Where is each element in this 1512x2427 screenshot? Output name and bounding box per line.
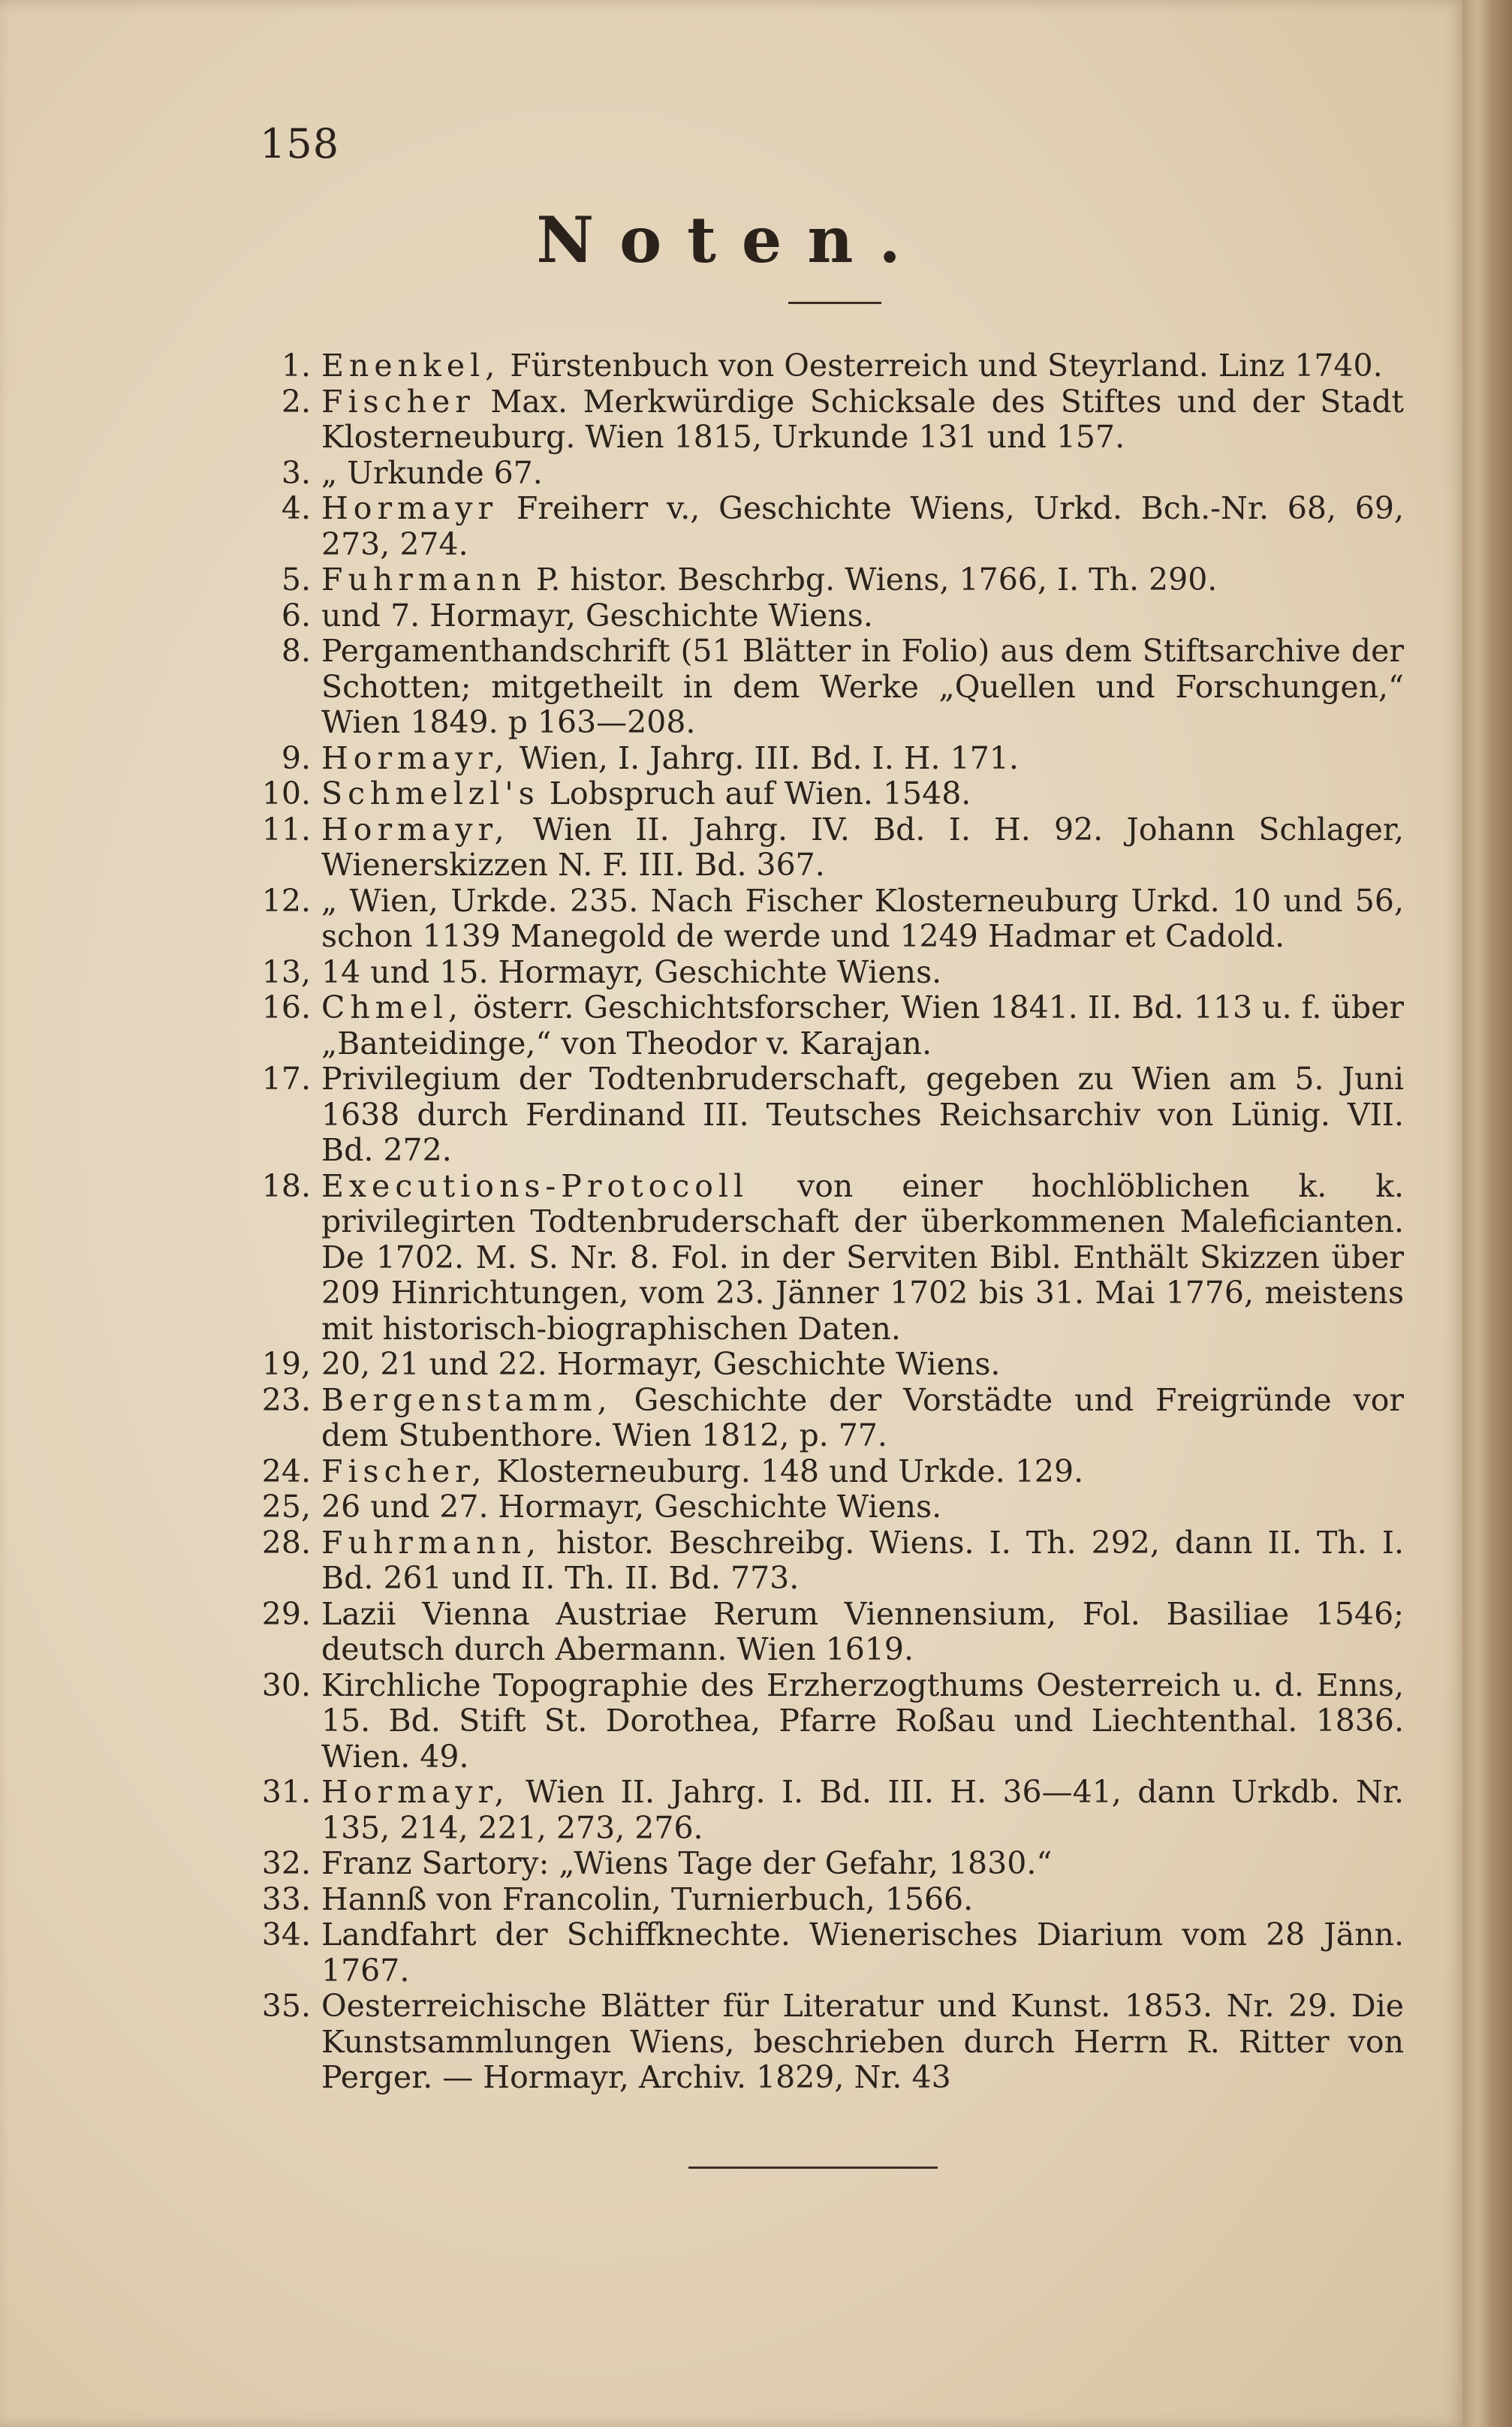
- note-body: Oesterreichische Blätter für Literatur und Kunst. 1853. Nr. 29. Die Kunstsammlungen Wiens, beschrieben durch Herrn R. Ritter von Perger. — Hormayr, Archiv. 1829, Nr. 43: [321, 1988, 1404, 2095]
- note-item: [248, 1169, 1404, 1347]
- note-body: von einer hochlöblichen k. k. privilegirten Todtenbruderschaft der überkommenen Maleficianten. De 1702. M. S. Nr. 8. Fol. in der Serviten Bibl. Enthält Skizzen über 209 Hinrichtungen, vom 23. Jänner 1702 bis 31. Mai 1776, meistens mit historisch-biographischen Daten.: [321, 1167, 1404, 1347]
- note-number: 1.: [281, 348, 311, 384]
- note-number: 34.: [261, 1917, 311, 1953]
- note-number: 35.: [261, 1988, 311, 2024]
- note-number: 5.: [281, 562, 311, 598]
- note-number: 12.: [261, 882, 311, 919]
- note-number: 4.: [281, 490, 311, 526]
- note-body: Landfahrt der Schiffknechte. Wienerisches Diarium vom 28 Jänn. 1767.: [321, 1917, 1404, 1989]
- note-body: Wien, I. Jahrg. III. Bd. I. H. 171.: [519, 739, 1019, 776]
- note-author: Hormayr,: [321, 811, 510, 848]
- note-item: [248, 456, 1404, 492]
- note-text: [321, 1169, 1404, 1347]
- note-body: und 7. Hormayr, Geschichte Wiens.: [321, 597, 873, 634]
- note-number: 23.: [261, 1381, 311, 1418]
- note-number: 24.: [261, 1453, 311, 1489]
- note-item: [248, 634, 1404, 741]
- note-body: Privilegium der Todtenbruderschaft, gegeben zu Wien am 5. Juni 1638 durch Ferdinand III. Teutsches Reichsarchiv von Lünig. VII. Bd. 272.: [321, 1061, 1404, 1168]
- note-body: histor. Beschreibg. Wiens. I. Th. 292, dann II. Th. I. Bd. 261 und II. Th. II. Bd. 773.: [321, 1524, 1404, 1596]
- note-text: [321, 491, 1404, 562]
- note-number: 25,: [261, 1489, 311, 1525]
- note-text: [321, 812, 1404, 884]
- note-number: 3.: [281, 454, 311, 491]
- note-author: Hormayr: [321, 490, 498, 526]
- note-number: 30.: [261, 1667, 311, 1703]
- note-text: [321, 598, 1404, 634]
- note-number: 29.: [261, 1595, 311, 1632]
- note-body: Lazii Vienna Austriae Rerum Viennensium, Fol. Basiliae 1546; deutsch durch Abermann. Wien 1619.: [321, 1595, 1404, 1667]
- note-text: [321, 1775, 1404, 1846]
- note-author: Executions-Protocoll: [321, 1167, 749, 1204]
- note-text: [321, 384, 1404, 456]
- note-number: 13,: [261, 953, 311, 990]
- note-text: [321, 1989, 1404, 2096]
- note-body: Pergamenthandschrift (51 Blätter in Folio) aus dem Stiftsarchive der Schotten; mitgetheilt in dem Werke „Quellen und Forschungen,“ Wien 1849. p 163—208.: [321, 633, 1404, 740]
- note-item: [248, 741, 1404, 777]
- note-text: [321, 776, 1404, 812]
- note-number: 11.: [261, 811, 311, 848]
- note-body: österr. Geschichtsforscher, Wien 1841. II. Bd. 113 u. f. über „Banteidinge,“ von Theodor v. Karajan.: [321, 989, 1404, 1061]
- note-body: Hannß von Francolin, Turnierbuch, 1566.: [321, 1880, 974, 1917]
- note-item: [248, 598, 1404, 634]
- note-body: 26 und 27. Hormayr, Geschichte Wiens.: [321, 1489, 942, 1525]
- note-number: 31.: [261, 1774, 311, 1810]
- note-number: 2.: [281, 383, 311, 420]
- end-divider: [688, 2167, 938, 2169]
- note-text: [321, 1061, 1404, 1169]
- note-body: 20, 21 und 22. Hormayr, Geschichte Wiens.: [321, 1346, 1001, 1382]
- note-item: [248, 1347, 1404, 1383]
- note-text: [321, 634, 1404, 741]
- note-text: [321, 1846, 1404, 1882]
- note-item: [248, 1383, 1404, 1454]
- page-edge: [1462, 0, 1512, 2427]
- note-body: „ Urkunde 67.: [321, 454, 543, 491]
- note-body: Franz Sartory: „Wiens Tage der Gefahr, 1830.“: [321, 1845, 1053, 1881]
- note-item: [248, 1846, 1404, 1882]
- note-number: 33.: [261, 1880, 311, 1917]
- note-item: [248, 1597, 1404, 1668]
- note-author: Fischer,: [321, 1453, 487, 1489]
- note-item: [248, 776, 1404, 812]
- note-item: [248, 1454, 1404, 1490]
- note-body: Geschichte der Vorstädte und Freigründe vor dem Stubenthore. Wien 1812, p. 77.: [321, 1381, 1404, 1453]
- note-text: [321, 741, 1404, 777]
- note-body: Klosterneuburg. 148 und Urkde. 129.: [496, 1453, 1084, 1489]
- note-text: [321, 1668, 1404, 1775]
- note-item: [248, 1489, 1404, 1525]
- note-author: Chmel,: [321, 989, 464, 1025]
- note-item: [248, 562, 1404, 598]
- note-text: [321, 1525, 1404, 1597]
- note-author: Schmelzl's: [321, 775, 540, 812]
- note-author: Fischer: [321, 383, 475, 420]
- note-author: Fuhrmann,: [321, 1524, 542, 1561]
- note-item: [248, 1989, 1404, 2096]
- note-text: [321, 1383, 1404, 1454]
- note-body: Wien II. Jahrg. I. Bd. III. H. 36—41, dann Urkdb. Nr. 135, 214, 221, 273, 276.: [321, 1774, 1404, 1846]
- note-body: Fürstenbuch von Oesterreich und Steyrland. Linz 1740.: [510, 348, 1383, 384]
- note-text: [321, 562, 1404, 598]
- page-title: Noten.: [536, 203, 926, 277]
- note-number: 17.: [261, 1061, 311, 1097]
- note-number: 18.: [261, 1167, 311, 1204]
- note-number: 8.: [281, 633, 311, 669]
- note-number: 32.: [261, 1845, 311, 1881]
- note-author: Bergenstamm,: [321, 1381, 613, 1418]
- note-number: 28.: [261, 1524, 311, 1561]
- note-body: Kirchliche Topographie des Erzherzogthums Oesterreich u. d. Enns, 15. Bd. Stift St. Dorothea, Pfarre Roßau und Liechtenthal. 1836. Wien. 49.: [321, 1667, 1404, 1775]
- note-item: [248, 384, 1404, 456]
- note-author: Hormayr,: [321, 1774, 510, 1810]
- note-number: 6.: [281, 597, 311, 634]
- note-item: [248, 1917, 1404, 1989]
- note-number: 10.: [261, 775, 311, 812]
- note-author: Fuhrmann: [321, 562, 526, 598]
- note-item: [248, 990, 1404, 1061]
- note-number: 16.: [261, 989, 311, 1025]
- note-body: „ Wien, Urkde. 235. Nach Fischer Klosterneuburg Urkd. 10 und 56, schon 1139 Manegold de werde und 1249 Hadmar et Cadold.: [321, 882, 1404, 954]
- note-number: 19,: [261, 1346, 311, 1382]
- note-body: P. histor. Beschrbg. Wiens, 1766, I. Th. 290.: [536, 562, 1218, 598]
- note-text: [321, 1489, 1404, 1525]
- note-text: [321, 348, 1404, 384]
- note-text: [321, 456, 1404, 492]
- note-text: [321, 1454, 1404, 1490]
- note-item: [248, 955, 1404, 991]
- note-item: [248, 1061, 1404, 1169]
- note-item: [248, 1668, 1404, 1775]
- note-body: Lobspruch auf Wien. 1548.: [549, 775, 971, 812]
- note-item: [248, 491, 1404, 562]
- note-text: [321, 1882, 1404, 1918]
- note-body: Max. Merkwürdige Schicksale des Stiftes und der Stadt Klosterneuburg. Wien 1815, Urkunde 131 und 157.: [321, 383, 1404, 455]
- note-item: [248, 1882, 1404, 1918]
- note-author: Enenkel,: [321, 348, 501, 384]
- note-body: Freiherr v., Geschichte Wiens, Urkd. Bch.-Nr. 68, 69, 273, 274.: [321, 490, 1404, 562]
- note-author: Hormayr,: [321, 739, 510, 776]
- note-item: [248, 884, 1404, 955]
- note-text: [321, 990, 1404, 1061]
- note-text: [321, 955, 1404, 991]
- page-number: 158: [260, 120, 340, 167]
- note-body: Wien II. Jahrg. IV. Bd. I. H. 92. Johann Schlager, Wienerskizzen N. F. III. Bd. 367.: [321, 811, 1404, 883]
- note-text: [321, 1917, 1404, 1989]
- note-number: 9.: [281, 739, 311, 776]
- note-text: [321, 1347, 1404, 1383]
- title-divider: [788, 302, 881, 304]
- note-text: [321, 1597, 1404, 1668]
- note-item: [248, 1775, 1404, 1846]
- note-item: [248, 812, 1404, 884]
- note-item: [248, 348, 1404, 384]
- note-item: [248, 1525, 1404, 1597]
- note-body: 14 und 15. Hormayr, Geschichte Wiens.: [321, 953, 942, 990]
- note-text: [321, 884, 1404, 955]
- notes-list: [248, 348, 1404, 2096]
